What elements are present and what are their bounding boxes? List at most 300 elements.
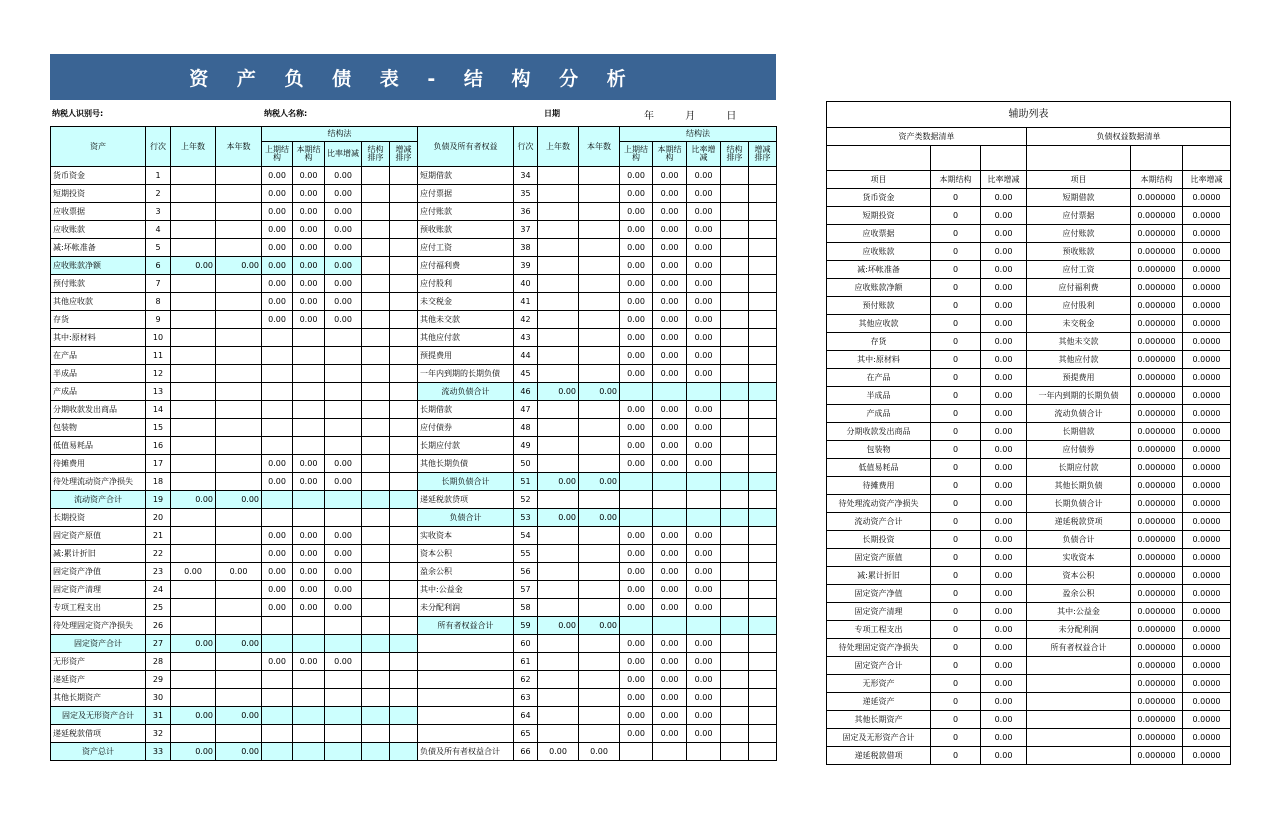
- asset-struct-value: [293, 743, 325, 761]
- aux-asset-ratio: 0.00: [981, 225, 1027, 243]
- asset-struct-value: 0.00: [262, 239, 293, 257]
- asset-this-year: [216, 401, 262, 419]
- aux-asset-struct: 0: [931, 747, 981, 765]
- liability-struct-value: 0.00: [653, 167, 687, 185]
- liability-struct-value: 0.00: [620, 653, 653, 671]
- liability-struct-rank: [721, 185, 749, 203]
- liability-struct-value: 0.00: [620, 437, 653, 455]
- asset-this-year: 0.00: [216, 707, 262, 725]
- asset-last-year: [171, 455, 216, 473]
- asset-struct-value: 0.00: [293, 185, 325, 203]
- liability-row-no: 53: [514, 509, 538, 527]
- asset-this-year: [216, 671, 262, 689]
- aux-row: [827, 459, 1231, 477]
- liability-last-year: [538, 725, 579, 743]
- liability-this-year: [579, 257, 620, 275]
- liability-this-year: [579, 491, 620, 509]
- aux-liab-struct: 0.000000: [1131, 477, 1183, 495]
- liability-last-year: [538, 419, 579, 437]
- aux-liab-struct: 0.000000: [1131, 513, 1183, 531]
- asset-struct-value: [325, 365, 362, 383]
- asset-name: 无形资产: [51, 653, 146, 671]
- asset-name: 应收票据: [51, 203, 146, 221]
- asset-last-year: [171, 617, 216, 635]
- asset-change-rank: [390, 599, 418, 617]
- asset-struct-value: 0.00: [293, 581, 325, 599]
- asset-struct-value: 0.00: [293, 599, 325, 617]
- asset-struct-value: [262, 743, 293, 761]
- liability-change-rank: [749, 365, 777, 383]
- liability-row-no: 59: [514, 617, 538, 635]
- liability-struct-value: 0.00: [687, 725, 721, 743]
- liability-struct-value: [620, 473, 653, 491]
- liability-this-year: [579, 239, 620, 257]
- liability-struct-rank: [721, 437, 749, 455]
- liability-last-year: [538, 275, 579, 293]
- liability-row-no: 58: [514, 599, 538, 617]
- aux-liab-struct: 0.000000: [1131, 657, 1183, 675]
- asset-name: 减:坏帐准备: [51, 239, 146, 257]
- asset-last-year: [171, 653, 216, 671]
- asset-struct-rank: [362, 257, 390, 275]
- liability-struct-rank: [721, 401, 749, 419]
- aux-asset-item: 短期投资: [827, 207, 931, 225]
- aux-asset-ratio: 0.00: [981, 369, 1027, 387]
- date-label: 日期: [544, 109, 560, 118]
- aux-col-struct: 本期结构: [931, 171, 981, 189]
- asset-this-year: 0.00: [216, 635, 262, 653]
- asset-name: 低值易耗品: [51, 437, 146, 455]
- liability-struct-value: 0.00: [687, 221, 721, 239]
- liability-name: 应付福利费: [418, 257, 514, 275]
- liability-struct-value: 0.00: [620, 329, 653, 347]
- liability-struct-value: 0.00: [620, 203, 653, 221]
- liability-last-year: [538, 167, 579, 185]
- liability-last-year: [538, 671, 579, 689]
- aux-liab-struct: 0.000000: [1131, 729, 1183, 747]
- liability-this-year: 0.00: [579, 473, 620, 491]
- header-row-1: [51, 127, 777, 142]
- liability-struct-rank: [721, 653, 749, 671]
- header-cur-struct-2: 本期结构: [653, 142, 687, 167]
- liability-struct-rank: [721, 707, 749, 725]
- liability-row-no: 40: [514, 275, 538, 293]
- aux-blank-row: [827, 146, 1231, 171]
- table-row: [51, 419, 777, 437]
- aux-liab-struct: 0.000000: [1131, 207, 1183, 225]
- aux-asset-item: 固定资产清理: [827, 603, 931, 621]
- liability-struct-rank: [721, 167, 749, 185]
- asset-struct-value: 0.00: [293, 527, 325, 545]
- aux-row: [827, 711, 1231, 729]
- table-row: [51, 455, 777, 473]
- asset-struct-rank: [362, 671, 390, 689]
- asset-name: 应收账款净额: [51, 257, 146, 275]
- liability-this-year: [579, 437, 620, 455]
- asset-row-no: 31: [146, 707, 171, 725]
- aux-liab-ratio: 0.0000: [1183, 441, 1231, 459]
- asset-row-no: 20: [146, 509, 171, 527]
- liability-name: 应付股利: [418, 275, 514, 293]
- aux-asset-item: 减:坏帐准备: [827, 261, 931, 279]
- aux-row: [827, 567, 1231, 585]
- header-structure-2: 结构法: [620, 127, 777, 142]
- header-last-year-2: 上年数: [538, 127, 579, 167]
- liability-row-no: 38: [514, 239, 538, 257]
- liability-change-rank: [749, 725, 777, 743]
- aux-liab-ratio: 0.0000: [1183, 333, 1231, 351]
- aux-liab-ratio: 0.0000: [1183, 585, 1231, 603]
- aux-row: [827, 495, 1231, 513]
- liability-name: 未交税金: [418, 293, 514, 311]
- liability-row-no: 54: [514, 527, 538, 545]
- asset-name: 递延税款借项: [51, 725, 146, 743]
- asset-struct-value: [293, 635, 325, 653]
- liability-change-rank: [749, 545, 777, 563]
- liability-struct-rank: [721, 293, 749, 311]
- liability-struct-rank: [721, 275, 749, 293]
- aux-liab-ratio: 0.0000: [1183, 207, 1231, 225]
- liability-struct-value: 0.00: [653, 653, 687, 671]
- table-row: [51, 617, 777, 635]
- asset-struct-value: [293, 365, 325, 383]
- table-row: [51, 599, 777, 617]
- asset-struct-rank: [362, 221, 390, 239]
- header-prev-struct: 上期结构: [262, 142, 293, 167]
- asset-row-no: 25: [146, 599, 171, 617]
- liability-name: [418, 653, 514, 671]
- aux-row: [827, 657, 1231, 675]
- liability-struct-rank: [721, 419, 749, 437]
- liability-last-year: [538, 689, 579, 707]
- liability-name: 应付工资: [418, 239, 514, 257]
- liability-change-rank: [749, 401, 777, 419]
- aux-asset-ratio: 0.00: [981, 333, 1027, 351]
- aux-row: [827, 279, 1231, 297]
- asset-struct-value: 0.00: [262, 311, 293, 329]
- asset-row-no: 3: [146, 203, 171, 221]
- liability-last-year: [538, 491, 579, 509]
- aux-liab-struct: 0.000000: [1131, 459, 1183, 477]
- asset-last-year: [171, 311, 216, 329]
- asset-row-no: 16: [146, 437, 171, 455]
- aux-list-table: [826, 101, 1231, 765]
- asset-struct-rank: [362, 311, 390, 329]
- aux-row: [827, 333, 1231, 351]
- aux-liab-struct: 0.000000: [1131, 567, 1183, 585]
- liability-struct-value: [687, 491, 721, 509]
- aux-asset-ratio: 0.00: [981, 423, 1027, 441]
- aux-liab-item: [1027, 747, 1131, 765]
- aux-asset-struct: 0: [931, 189, 981, 207]
- asset-row-no: 11: [146, 347, 171, 365]
- aux-liab-ratio: 0.0000: [1183, 297, 1231, 315]
- liability-change-rank: [749, 527, 777, 545]
- asset-row-no: 18: [146, 473, 171, 491]
- asset-last-year: [171, 401, 216, 419]
- aux-asset-ratio: 0.00: [981, 747, 1027, 765]
- asset-struct-value: 0.00: [262, 599, 293, 617]
- aux-col-ratio-2: 比率增减: [1183, 171, 1231, 189]
- asset-struct-value: 0.00: [293, 221, 325, 239]
- aux-asset-struct: 0: [931, 711, 981, 729]
- asset-row-no: 13: [146, 383, 171, 401]
- asset-name: 存货: [51, 311, 146, 329]
- liability-struct-value: 0.00: [620, 455, 653, 473]
- asset-row-no: 7: [146, 275, 171, 293]
- asset-struct-value: 0.00: [262, 185, 293, 203]
- aux-asset-ratio: 0.00: [981, 585, 1027, 603]
- asset-struct-value: [325, 383, 362, 401]
- asset-row-no: 29: [146, 671, 171, 689]
- header-cur-struct: 本期结构: [293, 142, 325, 167]
- table-row: [51, 185, 777, 203]
- liability-struct-value: 0.00: [653, 545, 687, 563]
- liability-struct-value: 0.00: [653, 239, 687, 257]
- aux-title-row: [827, 102, 1231, 128]
- asset-struct-value: [293, 671, 325, 689]
- liability-last-year: [538, 239, 579, 257]
- asset-this-year: [216, 653, 262, 671]
- asset-name: 产成品: [51, 383, 146, 401]
- asset-name: 待摊费用: [51, 455, 146, 473]
- aux-row: [827, 675, 1231, 693]
- aux-asset-ratio: 0.00: [981, 405, 1027, 423]
- liability-row-no: 61: [514, 653, 538, 671]
- asset-struct-value: 0.00: [325, 257, 362, 275]
- liability-last-year: 0.00: [538, 383, 579, 401]
- liability-struct-value: 0.00: [620, 185, 653, 203]
- asset-this-year: 0.00: [216, 743, 262, 761]
- aux-row: [827, 189, 1231, 207]
- liability-struct-value: 0.00: [653, 527, 687, 545]
- aux-liab-ratio: 0.0000: [1183, 729, 1231, 747]
- liability-struct-rank: [721, 563, 749, 581]
- liability-change-rank: [749, 707, 777, 725]
- aux-liab-item: 盈余公积: [1027, 585, 1131, 603]
- aux-col-struct-2: 本期结构: [1131, 171, 1183, 189]
- asset-struct-rank: [362, 455, 390, 473]
- aux-asset-ratio: 0.00: [981, 297, 1027, 315]
- asset-struct-value: 0.00: [293, 293, 325, 311]
- liability-row-no: 46: [514, 383, 538, 401]
- asset-struct-rank: [362, 401, 390, 419]
- asset-row-no: 9: [146, 311, 171, 329]
- aux-liab-struct: 0.000000: [1131, 405, 1183, 423]
- asset-row-no: 14: [146, 401, 171, 419]
- liability-name: 一年内到期的长期负债: [418, 365, 514, 383]
- asset-struct-value: 0.00: [325, 527, 362, 545]
- asset-last-year: [171, 725, 216, 743]
- liability-struct-value: 0.00: [653, 221, 687, 239]
- asset-struct-value: [293, 419, 325, 437]
- asset-struct-value: [262, 671, 293, 689]
- liability-change-rank: [749, 347, 777, 365]
- liability-last-year: [538, 347, 579, 365]
- asset-struct-value: [325, 419, 362, 437]
- aux-asset-item: 存货: [827, 333, 931, 351]
- liability-last-year: [538, 311, 579, 329]
- asset-change-rank: [390, 203, 418, 221]
- day-label: 日: [726, 111, 737, 122]
- aux-asset-struct: 0: [931, 585, 981, 603]
- table-row: [51, 383, 777, 401]
- liability-name: 负债及所有者权益合计: [418, 743, 514, 761]
- liability-this-year: [579, 707, 620, 725]
- aux-liab-ratio: 0.0000: [1183, 261, 1231, 279]
- asset-change-rank: [390, 185, 418, 203]
- liability-row-no: 50: [514, 455, 538, 473]
- aux-row: [827, 369, 1231, 387]
- asset-row-no: 23: [146, 563, 171, 581]
- asset-struct-rank: [362, 707, 390, 725]
- asset-this-year: [216, 419, 262, 437]
- liability-struct-value: [687, 743, 721, 761]
- liability-struct-rank: [721, 221, 749, 239]
- aux-asset-struct: 0: [931, 495, 981, 513]
- liability-struct-value: [653, 383, 687, 401]
- liability-row-no: 37: [514, 221, 538, 239]
- liability-row-no: 44: [514, 347, 538, 365]
- liability-struct-value: 0.00: [653, 707, 687, 725]
- asset-struct-value: [262, 437, 293, 455]
- asset-struct-value: [262, 365, 293, 383]
- asset-struct-value: 0.00: [262, 167, 293, 185]
- aux-asset-ratio: 0.00: [981, 729, 1027, 747]
- liability-struct-value: 0.00: [687, 599, 721, 617]
- asset-change-rank: [390, 635, 418, 653]
- liability-name: 未分配利润: [418, 599, 514, 617]
- table-row: [51, 653, 777, 671]
- aux-asset-struct: 0: [931, 549, 981, 567]
- asset-change-rank: [390, 509, 418, 527]
- liability-struct-rank: [721, 473, 749, 491]
- asset-last-year: [171, 329, 216, 347]
- liability-struct-value: 0.00: [653, 293, 687, 311]
- liability-this-year: [579, 311, 620, 329]
- liability-this-year: [579, 275, 620, 293]
- asset-name: 应收账款: [51, 221, 146, 239]
- aux-row: [827, 405, 1231, 423]
- aux-asset-struct: 0: [931, 459, 981, 477]
- aux-row: [827, 315, 1231, 333]
- aux-asset-item: 其中:原材料: [827, 351, 931, 369]
- aux-row: [827, 549, 1231, 567]
- liability-struct-value: 0.00: [620, 275, 653, 293]
- aux-liab-ratio: 0.0000: [1183, 657, 1231, 675]
- asset-struct-rank: [362, 419, 390, 437]
- liability-change-rank: [749, 275, 777, 293]
- aux-asset-struct: 0: [931, 603, 981, 621]
- liability-this-year: [579, 599, 620, 617]
- asset-change-rank: [390, 617, 418, 635]
- liability-struct-rank: [721, 671, 749, 689]
- liability-struct-value: 0.00: [653, 635, 687, 653]
- aux-asset-item: 固定资产原值: [827, 549, 931, 567]
- asset-row-no: 33: [146, 743, 171, 761]
- aux-liab-item: 短期借款: [1027, 189, 1131, 207]
- aux-asset-ratio: 0.00: [981, 315, 1027, 333]
- asset-struct-value: 0.00: [262, 221, 293, 239]
- aux-asset-struct: 0: [931, 639, 981, 657]
- asset-change-rank: [390, 167, 418, 185]
- aux-liab-ratio: 0.0000: [1183, 675, 1231, 693]
- liability-name: 递延税款贷项: [418, 491, 514, 509]
- asset-struct-value: 0.00: [293, 311, 325, 329]
- aux-asset-ratio: 0.00: [981, 387, 1027, 405]
- liability-struct-value: [653, 473, 687, 491]
- aux-asset-ratio: 0.00: [981, 243, 1027, 261]
- asset-row-no: 24: [146, 581, 171, 599]
- aux-liab-item: 预收账款: [1027, 243, 1131, 261]
- aux-row: [827, 261, 1231, 279]
- aux-asset-group: 资产类数据清单: [827, 128, 1027, 146]
- liability-this-year: 0.00: [579, 617, 620, 635]
- aux-liab-item: 未分配利润: [1027, 621, 1131, 639]
- aux-liab-ratio: 0.0000: [1183, 459, 1231, 477]
- table-row: [51, 365, 777, 383]
- aux-liab-ratio: 0.0000: [1183, 315, 1231, 333]
- asset-row-no: 26: [146, 617, 171, 635]
- aux-liab-struct: 0.000000: [1131, 261, 1183, 279]
- liability-name: 应付票据: [418, 185, 514, 203]
- asset-struct-value: 0.00: [293, 203, 325, 221]
- aux-liab-item: [1027, 693, 1131, 711]
- liability-struct-rank: [721, 743, 749, 761]
- aux-asset-item: 应收账款净额: [827, 279, 931, 297]
- aux-col-item-2: 项目: [1027, 171, 1131, 189]
- asset-last-year: [171, 239, 216, 257]
- liability-last-year: 0.00: [538, 617, 579, 635]
- liability-row-no: 36: [514, 203, 538, 221]
- asset-struct-value: [262, 383, 293, 401]
- asset-this-year: [216, 347, 262, 365]
- asset-struct-value: 0.00: [325, 311, 362, 329]
- liability-struct-value: 0.00: [687, 563, 721, 581]
- header-this-year-2: 本年数: [579, 127, 620, 167]
- asset-last-year: [171, 383, 216, 401]
- aux-asset-item: 预付账款: [827, 297, 931, 315]
- aux-row: [827, 387, 1231, 405]
- month-label: 月: [685, 111, 696, 122]
- liability-change-rank: [749, 239, 777, 257]
- liability-name: 预提费用: [418, 347, 514, 365]
- liability-struct-value: 0.00: [687, 311, 721, 329]
- asset-this-year: [216, 527, 262, 545]
- asset-name: 减:累计折旧: [51, 545, 146, 563]
- aux-liab-struct: 0.000000: [1131, 675, 1183, 693]
- asset-struct-value: [325, 347, 362, 365]
- liability-row-no: 47: [514, 401, 538, 419]
- liability-struct-value: 0.00: [687, 545, 721, 563]
- asset-this-year: [216, 221, 262, 239]
- aux-liab-group: 负债权益数据清单: [1027, 128, 1231, 146]
- asset-name: 待处理流动资产净损失: [51, 473, 146, 491]
- aux-asset-item: 其他应收款: [827, 315, 931, 333]
- aux-asset-struct: 0: [931, 207, 981, 225]
- aux-asset-struct: 0: [931, 441, 981, 459]
- aux-asset-struct: 0: [931, 279, 981, 297]
- asset-name: 其他应收款: [51, 293, 146, 311]
- header-row-no: 行次: [146, 127, 171, 167]
- liability-this-year: [579, 365, 620, 383]
- asset-change-rank: [390, 563, 418, 581]
- liability-last-year: 0.00: [538, 743, 579, 761]
- aux-liab-item: 实收资本: [1027, 549, 1131, 567]
- asset-struct-rank: [362, 347, 390, 365]
- aux-row: [827, 297, 1231, 315]
- asset-this-year: [216, 311, 262, 329]
